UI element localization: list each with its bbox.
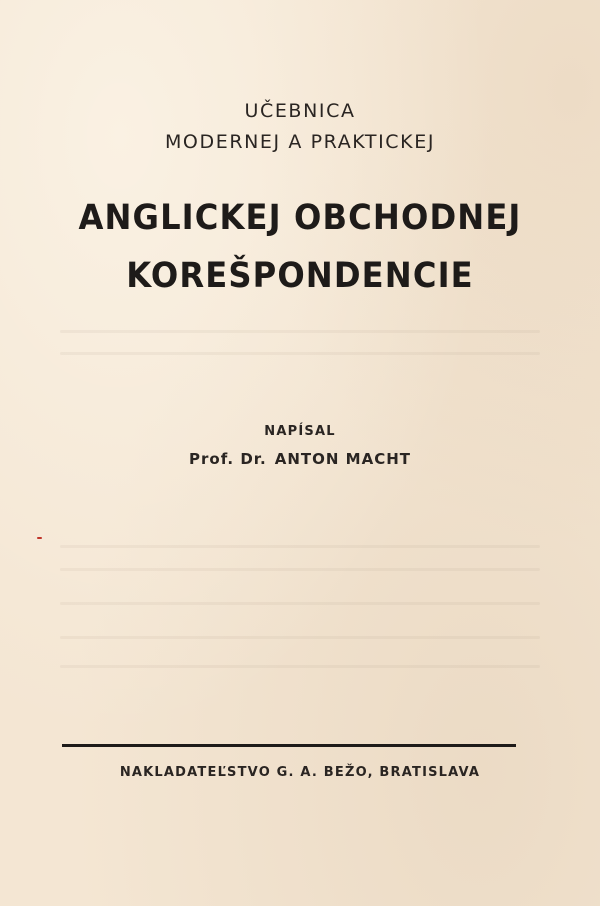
bleed-through-text [60,602,540,605]
author-prefix: Prof. Dr. [189,450,267,468]
author-line [0,450,600,468]
divider-rule [62,744,516,747]
publisher: NAKLADATEĽSTVO G. A. BEŽO, BRATISLAVA [119,765,481,780]
title-line-2: KOREŠPONDENCIE [126,256,474,296]
bleed-through-text [60,568,540,571]
subtitle-line-1: UČEBNICA [244,100,356,122]
bleed-through-text [60,665,540,668]
bleed-through-text [60,330,540,333]
subtitle-line-2: MODERNEJ A PRAKTICKEJ [164,131,436,153]
bleed-through-text [60,352,540,355]
author-label: NAPÍSAL [264,424,336,439]
ink-speck [37,537,42,539]
bleed-through-text [60,545,540,548]
title-line-1: ANGLICKEJ OBCHODNEJ [78,198,522,238]
bleed-through-text [60,636,540,639]
author-name: ANTON MACHT [274,450,411,468]
